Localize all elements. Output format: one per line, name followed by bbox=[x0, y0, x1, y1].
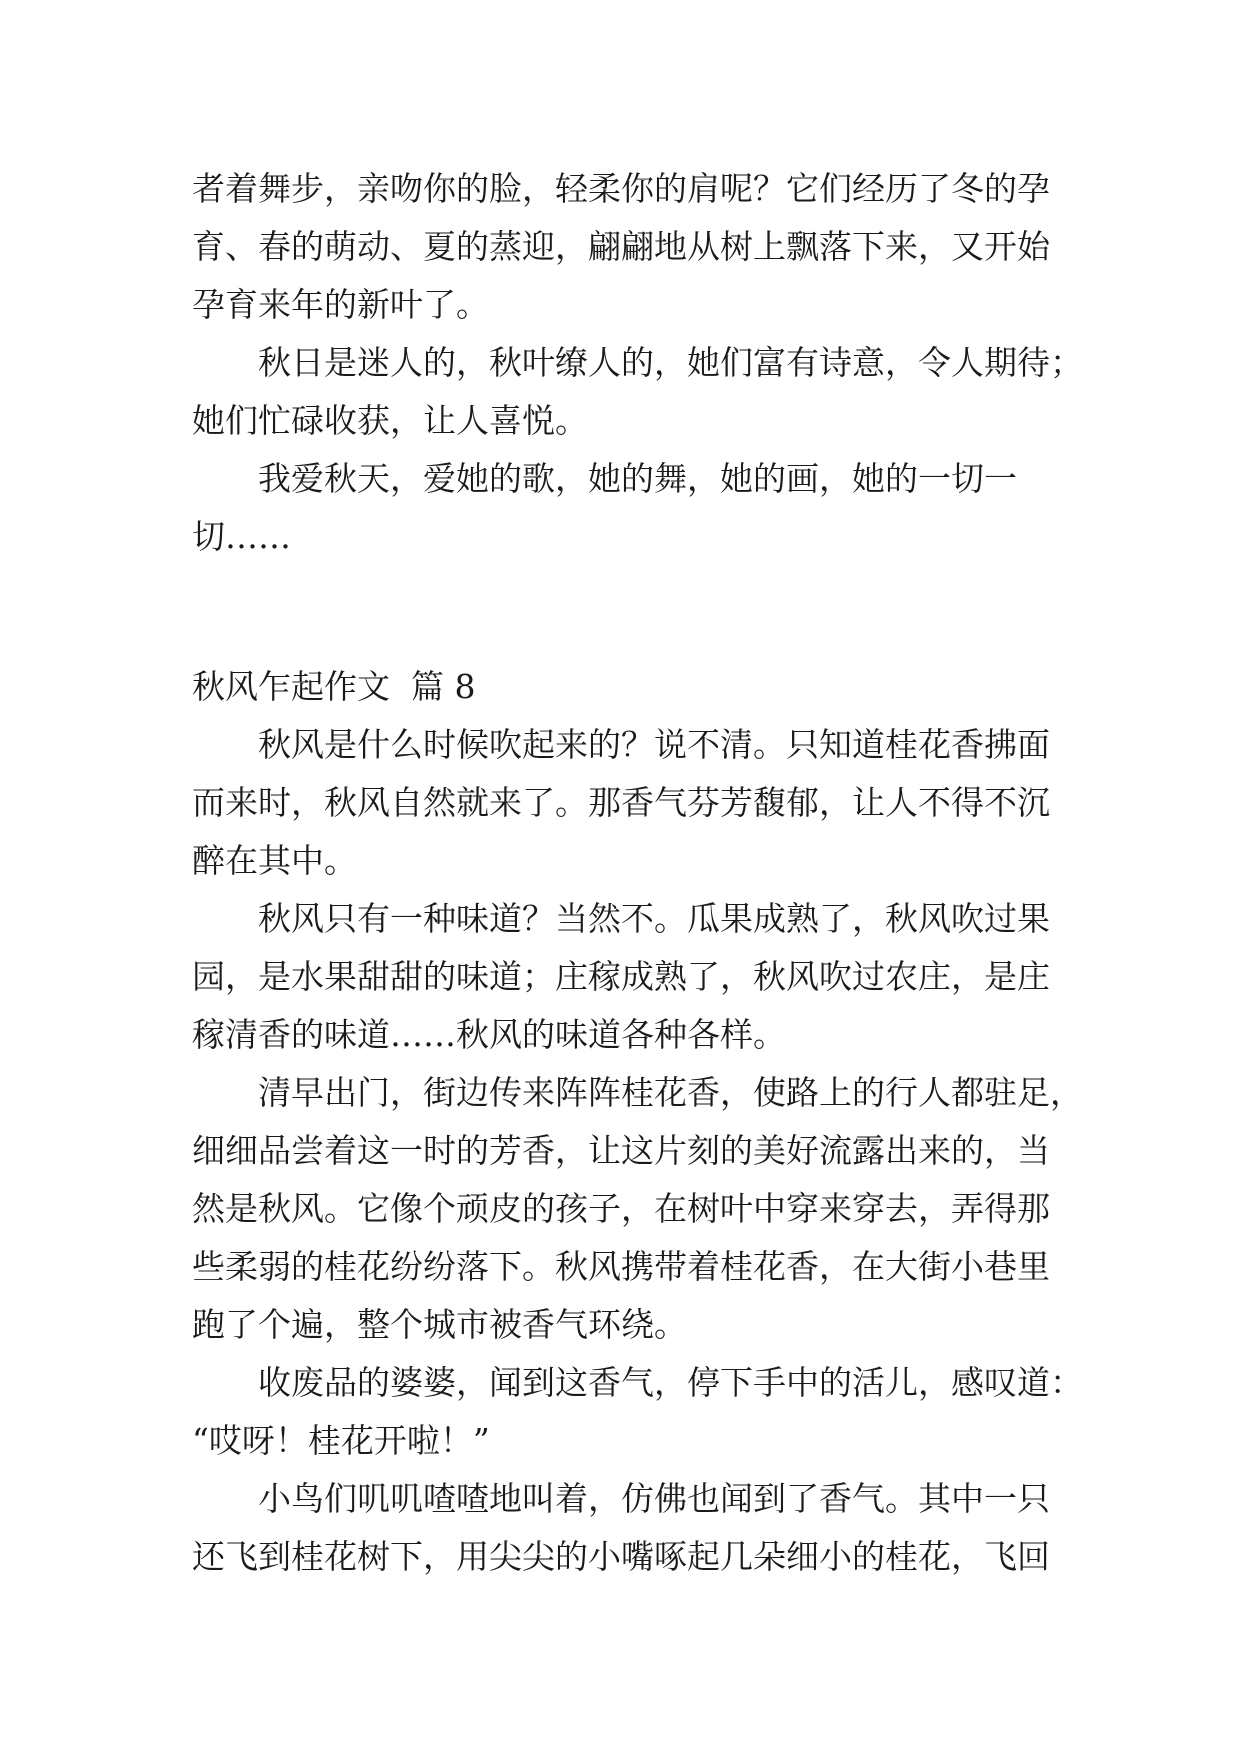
text-line: 孕育来年的新叶了。 bbox=[192, 285, 489, 324]
paragraph bbox=[192, 716, 1056, 890]
text-line: 细细品尝着这一时的芳香，让这片刻的美好流露出来的，当 bbox=[192, 1131, 1050, 1170]
text-line: 秋风只有一种味道？当然不。瓜果成熟了，秋风吹过果 bbox=[258, 899, 1050, 938]
paragraph bbox=[192, 334, 1083, 450]
text-line: 她们忙碌收获，让人喜悦。 bbox=[192, 401, 588, 440]
text-line: 而来时，秋风自然就来了。那香气芬芳馥郁，让人不得不沉 bbox=[192, 783, 1050, 822]
paragraph bbox=[192, 1064, 1083, 1354]
text-line: 还飞到桂花树下，用尖尖的小嘴啄起几朵细小的桂花，飞回 bbox=[192, 1537, 1050, 1576]
text-line: 些柔弱的桂花纷纷落下。秋风携带着桂花香，在大街小巷里 bbox=[192, 1247, 1050, 1286]
text-line: 我爱秋天，爱她的歌，她的舞，她的画，她的一切一 bbox=[258, 459, 1017, 498]
section-title: 秋风乍起作文 篇 8 bbox=[192, 667, 476, 706]
text-line: “哎呀！桂花开啦！” bbox=[192, 1421, 490, 1460]
document-body bbox=[192, 160, 1083, 1586]
text-line: 清早出门，街边传来阵阵桂花香，使路上的行人都驻足， bbox=[258, 1073, 1083, 1112]
text-line: 醉在其中。 bbox=[192, 841, 357, 880]
paragraph-continuation bbox=[192, 160, 1056, 334]
text-line: 秋风是什么时候吹起来的？说不清。只知道桂花香拂面 bbox=[258, 725, 1050, 764]
text-line: 然是秋风。它像个顽皮的孩子，在树叶中穿来穿去，弄得那 bbox=[192, 1189, 1050, 1228]
text-line: 收废品的婆婆，闻到这香气，停下手中的活儿，感叹道： bbox=[258, 1363, 1083, 1402]
text-line: 育、春的萌动、夏的蒸迎，翩翩地从树上飘落下来，又开始 bbox=[192, 227, 1050, 266]
text-line: 跑了个遍，整个城市被香气环绕。 bbox=[192, 1305, 687, 1344]
text-line: 小鸟们叽叽喳喳地叫着，仿佛也闻到了香气。其中一只 bbox=[258, 1479, 1050, 1518]
paragraph bbox=[192, 890, 1056, 1064]
section-spacer bbox=[192, 566, 1056, 658]
paragraph bbox=[192, 450, 1056, 566]
text-line: 园，是水果甜甜的味道；庄稼成熟了，秋风吹过农庄，是庄 bbox=[192, 957, 1050, 996]
text-line: 者着舞步，亲吻你的脸，轻柔你的肩呢？它们经历了冬的孕 bbox=[192, 169, 1050, 208]
text-line: 秋日是迷人的，秋叶缭人的，她们富有诗意，令人期待； bbox=[258, 343, 1083, 382]
text-line: 切…… bbox=[192, 517, 291, 556]
paragraph bbox=[192, 1470, 1056, 1586]
paragraph bbox=[192, 1354, 1083, 1470]
text-line: 稼清香的味道……秋风的味道各种各样。 bbox=[192, 1015, 786, 1054]
